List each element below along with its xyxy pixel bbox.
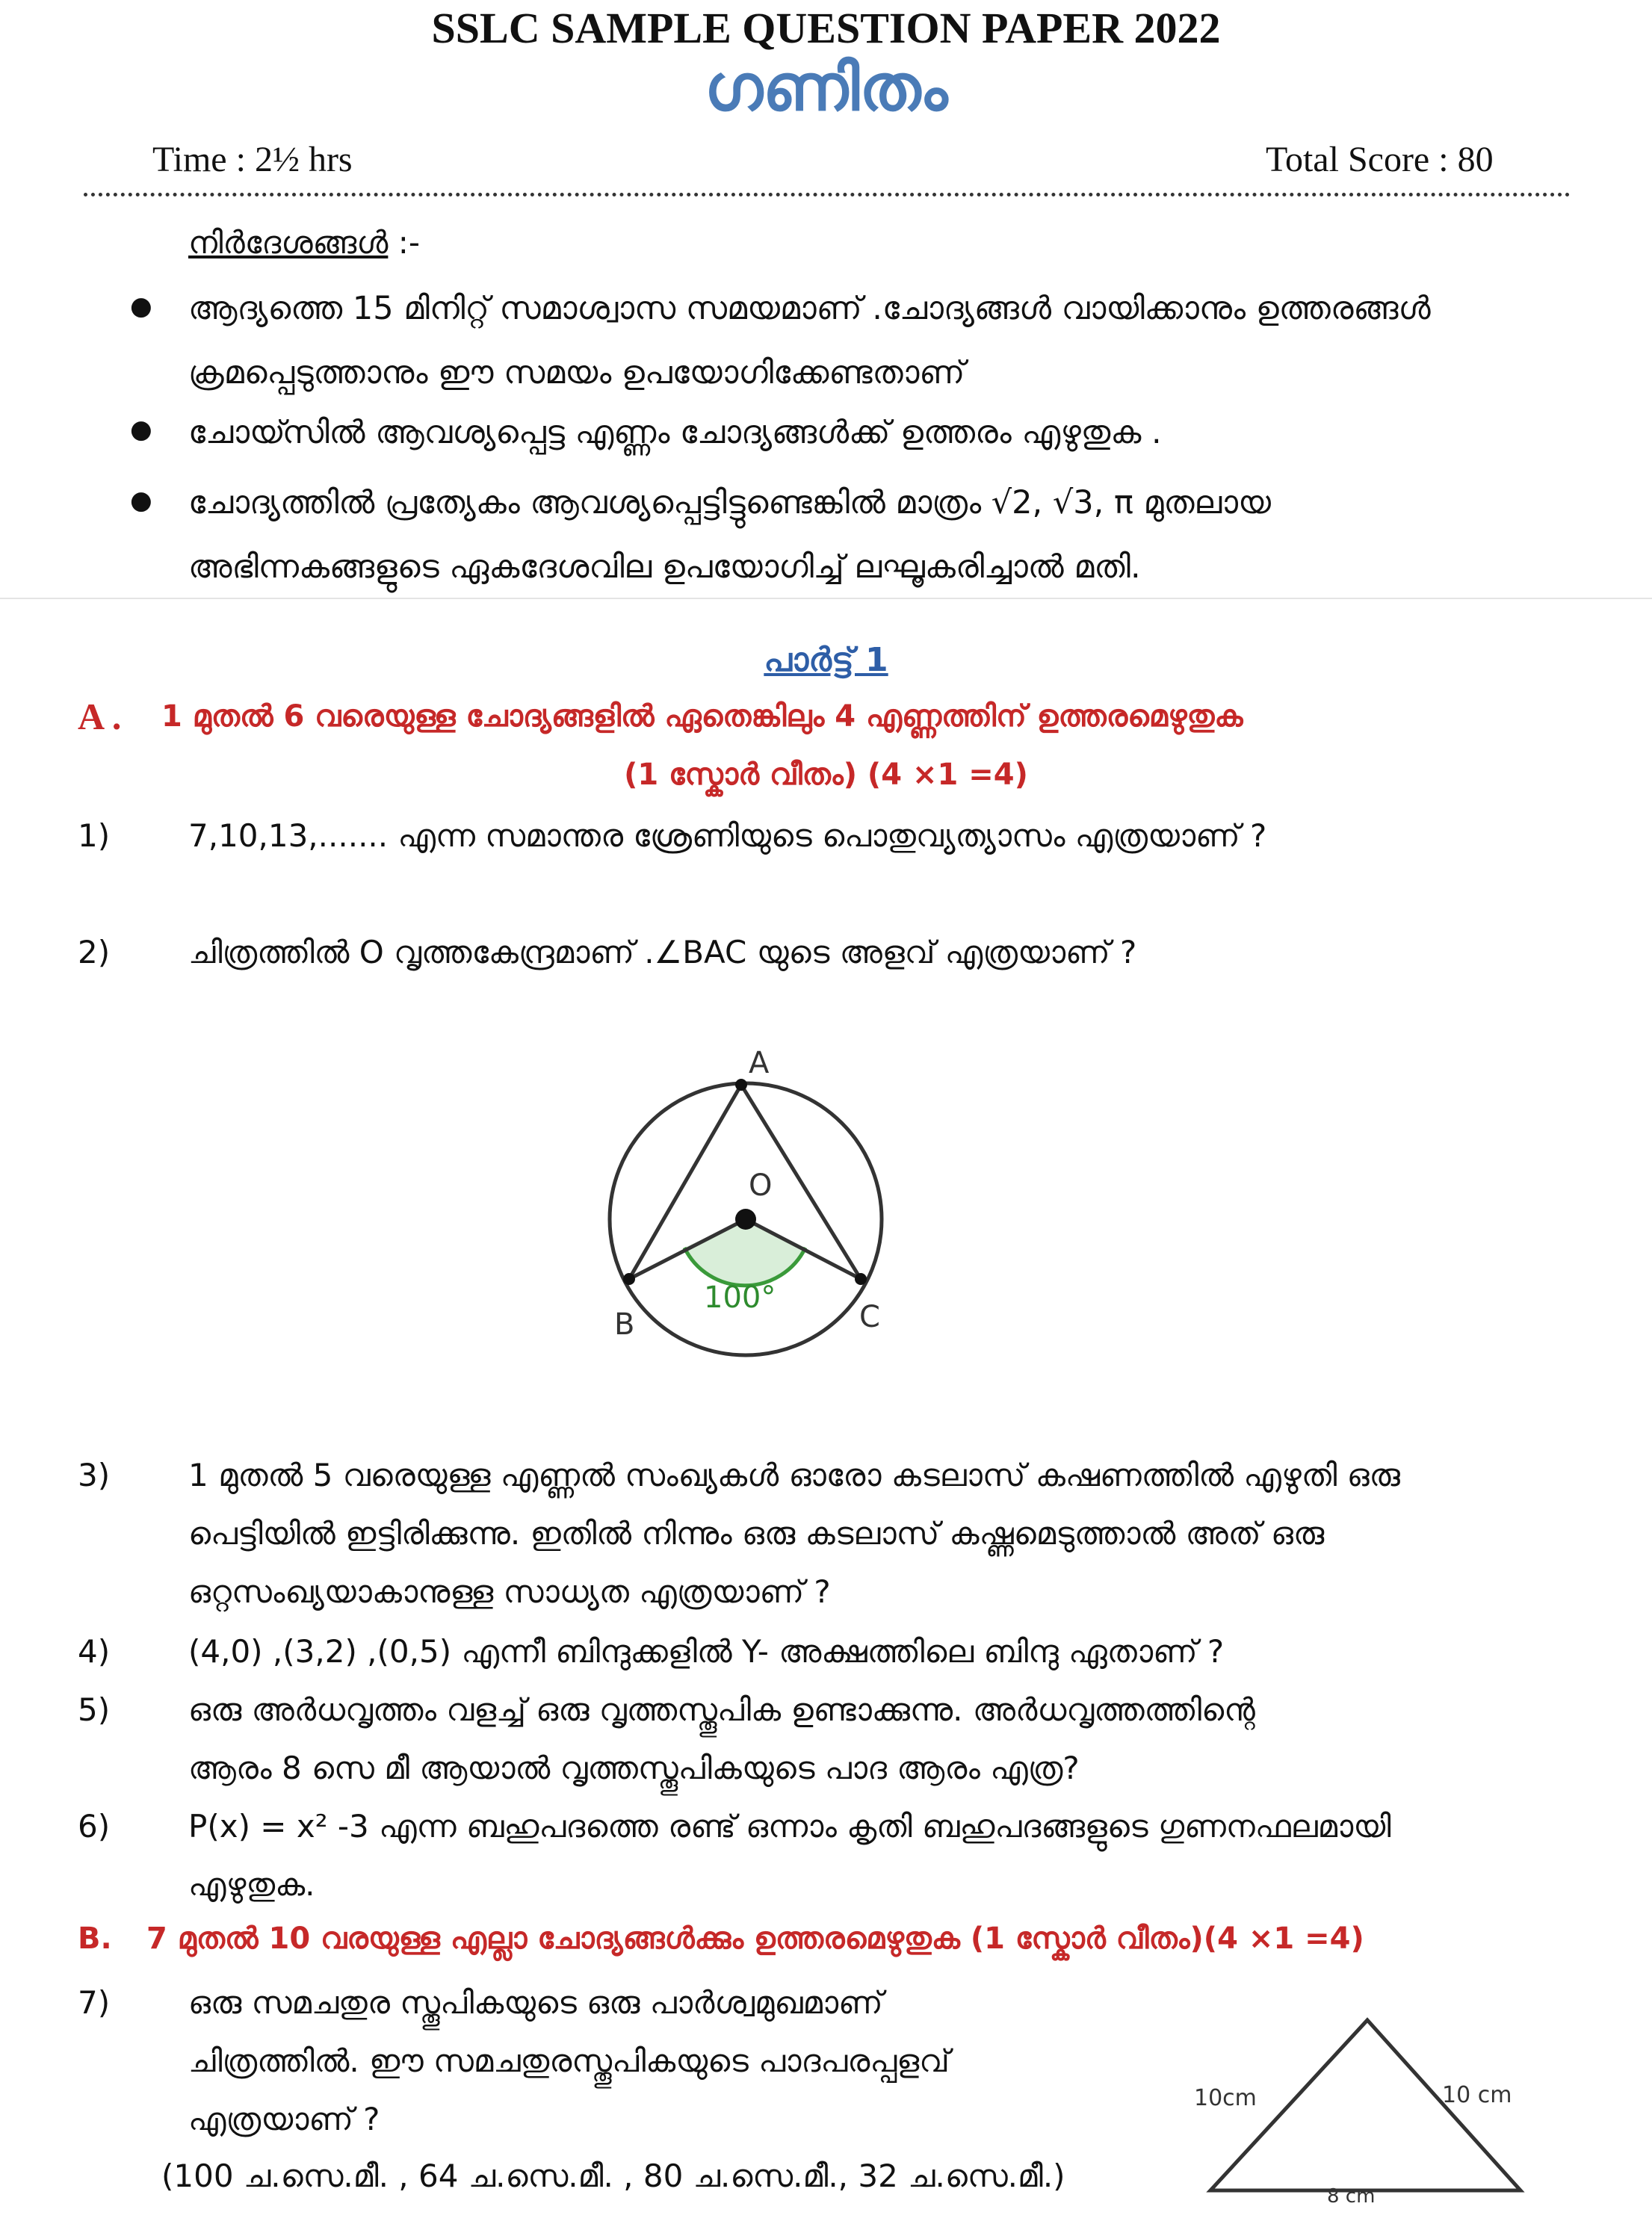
- question-number: 1): [78, 817, 111, 854]
- question-line: എഴുതുക.: [188, 1866, 315, 1903]
- question-5-text: [188, 1681, 1255, 1797]
- section-a-label: A .: [78, 696, 122, 737]
- question-7-text: [188, 1974, 950, 2149]
- instruction-line: ചോദ്യത്തിൽ പ്രത്യേകം ആവശ്യപ്പെട്ടിട്ടുണ്ടെങ്കിൽ മാത്രം √2, √3, π മുതലായ: [188, 484, 1272, 521]
- triangle-left-label: 10cm: [1194, 2085, 1257, 2111]
- section-b-instruction: 7 മുതൽ 10 വരയുള്ള എല്ലാ ചോദ്യങ്ങൾക്കും ഉത്തരമെഴുതുക (1 സ്കോർ വീതം)(4 ×1 =4): [146, 1921, 1364, 1956]
- question-7-options: (100 ച.സെ.മീ. , 64 ച.സെ.മീ. , 80 ച.സെ.മീ., 32 ച.സെ.മീ.): [161, 2158, 1065, 2194]
- part-heading: പാർട്ട് 1: [764, 641, 888, 679]
- question-line: ഒരു അർധവൃത്തം വളച്ച് ഒരു വൃത്തസ്തൂപിക ഉണ്ടാക്കുന്നു. അർധവൃത്തത്തിന്റെ: [188, 1691, 1255, 1728]
- question-6-text: [188, 1797, 1391, 1914]
- triangle-right-label: 10 cm: [1442, 2082, 1512, 2108]
- instruction-item-3: [188, 471, 1271, 599]
- instruction-item-2: [188, 400, 1162, 465]
- triangle-base-label: 8 cm: [1327, 2185, 1376, 2208]
- subject-title: ഗണിതം: [704, 51, 948, 126]
- label-o: O: [749, 1168, 773, 1203]
- instruction-line: ചോയ്സിൽ ആവശ്യപ്പെട്ട എണ്ണം ചോദ്യങ്ങൾക്ക് ഉത്തരം എഴുതുക .: [188, 414, 1162, 451]
- question-number: 2): [78, 934, 111, 970]
- point-a: [735, 1079, 747, 1091]
- question-line: ഒരു സമചതുര സ്തൂപികയുടെ ഒരു പാർശ്വമുഖമാണ്: [188, 1984, 883, 2021]
- label-c: C: [859, 1300, 880, 1334]
- point-b: [623, 1273, 635, 1285]
- label-a: A: [749, 1046, 770, 1080]
- question-line: 1 മുതൽ 5 വരെയുള്ള എണ്ണൽ സംഖ്യകൾ ഓരോ കടലാസ് കഷണത്തിൽ എഴുതി ഒരു: [188, 1457, 1400, 1493]
- instruction-item-1: [188, 276, 1431, 405]
- instruction-line: അഭിന്നകങ്ങളുടെ ഏകദേശവില ഉപയോഗിച്ച് ലഘൂകരിച്ചാൽ മതി.: [188, 548, 1141, 586]
- question-line: ചിത്രത്തിൽ O വൃത്തകേന്ദ്രമാണ് .∠BAC യുടെ അളവ് എത്രയാണ് ?: [188, 934, 1137, 970]
- question-4-text: [188, 1623, 1224, 1681]
- instructions-heading-suffix: :-: [388, 224, 421, 261]
- point-o: [735, 1209, 756, 1230]
- question-3-text: [188, 1446, 1400, 1621]
- question-number: 3): [78, 1457, 111, 1493]
- question-1-text: [188, 807, 1266, 865]
- bullet-icon: ●: [130, 486, 152, 515]
- paper-title: SSLC SAMPLE QUESTION PAPER 2022: [431, 4, 1221, 52]
- time-label: Time : 2½ hrs: [152, 140, 353, 179]
- dotted-divider: [84, 193, 1571, 196]
- point-c: [855, 1273, 867, 1285]
- question-line: 7,10,13,....... എന്ന സമാന്തര ശ്രേണിയുടെ പൊതുവ്യത്യാസം എത്രയാണ് ?: [188, 817, 1267, 854]
- question-line: (4,0) ,(3,2) ,(0,5) എന്നീ ബിന്ദുക്കളിൽ Y- അക്ഷത്തിലെ ബിന്ദു ഏതാണ് ?: [188, 1633, 1225, 1670]
- instructions-heading: [188, 224, 420, 261]
- bullet-icon: ●: [130, 291, 152, 321]
- circle-figure: [583, 1046, 926, 1360]
- section-divider: [0, 598, 1652, 599]
- section-a-score: (1 സ്കോർ വീതം) (4 ×1 =4): [624, 758, 1028, 792]
- question-line: എത്രയാണ് ?: [188, 2101, 380, 2137]
- section-b-label: B.: [78, 1921, 112, 1956]
- question-number: 6): [78, 1808, 111, 1845]
- label-b: B: [614, 1307, 635, 1342]
- question-line: പെട്ടിയിൽ ഇട്ടിരിക്കുന്നു. ഇതിൽ നിന്നും ഒരു കടലാസ് കഷ്ണമെടുത്താൽ അത് ഒരു: [188, 1515, 1325, 1552]
- question-line: ചിത്രത്തിൽ. ഈ സമചതുരസ്തൂപികയുടെ പാദപരപ്പളവ്: [188, 2043, 950, 2079]
- angle-label: 100°: [704, 1280, 776, 1315]
- section-a-instruction: 1 മുതൽ 6 വരെയുള്ള ചോദ്യങ്ങളിൽ ഏതെങ്കിലും 4 എണ്ണത്തിന് ഉത്തരമെഴുതുക: [161, 699, 1243, 734]
- question-number: 7): [78, 1984, 111, 2021]
- question-line: ഒറ്റസംഖ്യയാകാനുള്ള സാധ്യത എത്രയാണ് ?: [188, 1573, 831, 1610]
- instruction-line: ആദ്യത്തെ 15 മിനിറ്റ് സമാശ്വാസ സമയമാണ് .ചോദ്യങ്ങൾ വായിക്കാനും ഉത്തരങ്ങൾ: [188, 290, 1431, 327]
- question-number: 4): [78, 1633, 111, 1670]
- bullet-icon: ●: [130, 415, 152, 445]
- question-line: P(x) = x² -3 എന്ന ബഹുപദത്തെ രണ്ട് ഒന്നാം കൃതി ബഹുപദങ്ങളുടെ ഗുണനഫലമായി: [188, 1808, 1391, 1845]
- triangle-figure: [1181, 2010, 1554, 2234]
- question-line: ആരം 8 സെ മീ ആയാൽ വൃത്തസ്തൂപികയുടെ പാദ ആരം എത്ര?: [188, 1750, 1080, 1786]
- question-2-text: [188, 923, 1136, 982]
- question-number: 5): [78, 1691, 111, 1728]
- instruction-line: ക്രമപ്പെടുത്താനും ഈ സമയം ഉപയോഗിക്കേണ്ടതാണ്: [188, 354, 965, 391]
- total-score-label: Total Score : 80: [1266, 140, 1494, 179]
- instructions-heading-text: നിർദേശങ്ങൾ: [188, 224, 389, 261]
